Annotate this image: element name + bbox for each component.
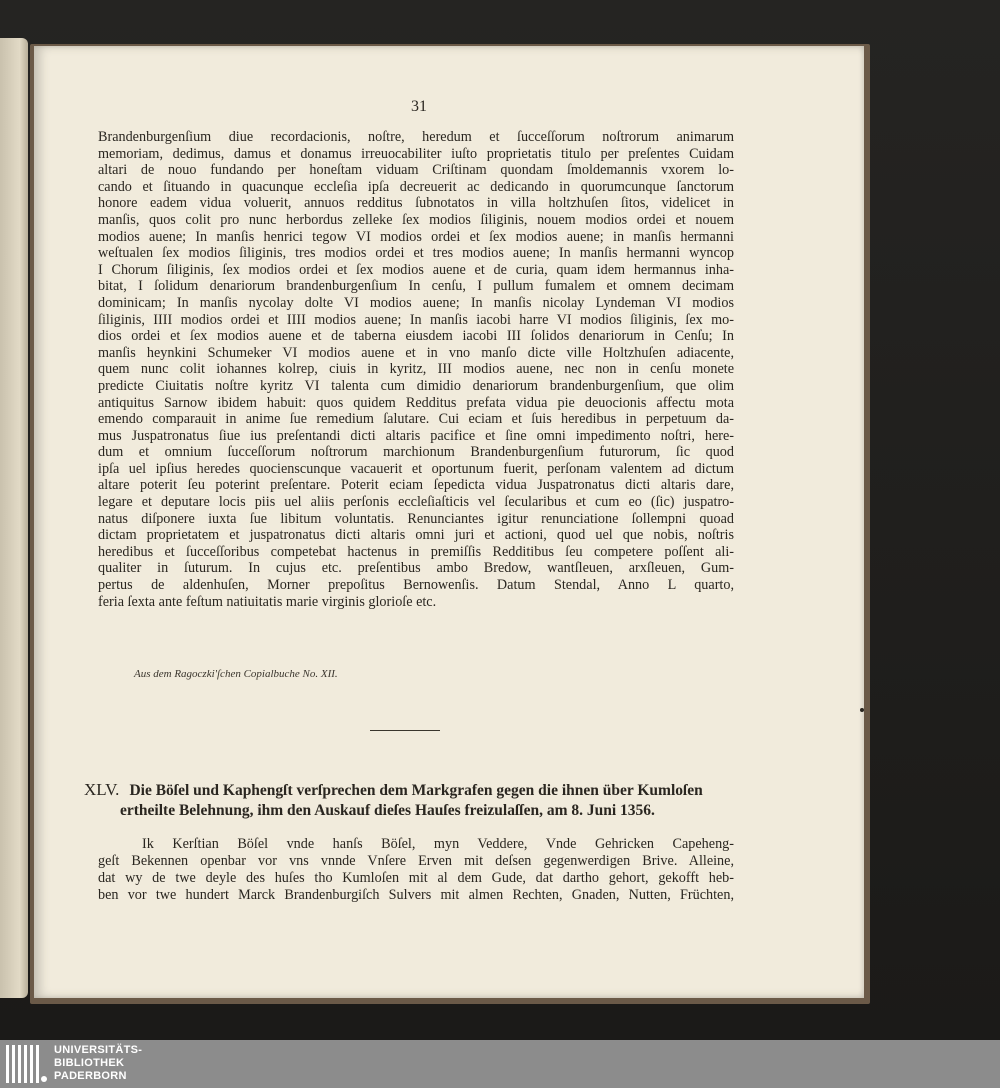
library-name — [54, 1044, 142, 1083]
text-line: ipſa uel ipſius heredes quocienscunque vacauerit et oportunum fuerit, perſonam valentem ad dictum — [98, 460, 734, 477]
text-line: I Chorum ſiliginis, ſex modios ordei et ſex modios auene et de curia, quam idem hermannus inha- — [98, 261, 734, 278]
page-number: 31 — [411, 98, 427, 115]
facing-page-edge — [0, 38, 28, 998]
section-text-line: Ik Kerſtian Böſel vnde hanſs Böſel, myn Veddere, Vnde Gehricken Capeheng- — [142, 836, 734, 852]
section-heading — [84, 780, 734, 821]
text-line: mus Juspatronatus ſiue ius preſentandi dicti altaris pacifice et ſine omni impedimento noſtri, here- — [98, 427, 734, 444]
text-line: dictam proprietatem et juspatronatus dicti altaris omni juri et actioni, quod uel que nobis, noſtris — [98, 527, 734, 544]
library-footer — [0, 1040, 1000, 1088]
text-line: dios ordei et ſex modios auene et de taberna eiusdem iacobi III ſolidos denariorum in Cenſu; In — [98, 328, 734, 345]
text-line: qualiter in ſuturum. In cujus etc. preſentibus ambo Bredow, wantſleuen, arxſleuen, Gum- — [98, 560, 734, 577]
text-line: ſiliginis, IIII modios ordei et IIII modios auene; In manſis iacobi harre VI modios ſiliginis, ſex mo- — [98, 311, 734, 328]
text-line: dominicam; In manſis nycolay dolte VI modios auene; In manſis nicolay Lyndeman VI modios — [98, 294, 734, 311]
text-line: weſtualen ſex modios ſiliginis, tres modios ordei et tres modios auene; In manſis hermanni wyncop — [98, 245, 734, 262]
library-name-line1: UNIVERSITÄTS- — [54, 1044, 143, 1056]
text-line: memoriam, dedimus, damus et donamus irreuocabiliter iuſto proprietatis titulo per preſentes Cuidam — [98, 145, 734, 162]
text-line: bitat, I ſolidum denariorum brandenburgenſium In cenſu, I pullum fumalem et omnem decimam — [98, 278, 734, 295]
library-name-line2: BIBLIOTHEK — [54, 1057, 125, 1069]
section-text-line: geſt Bekennen openbar vor vns vnnde Vnſere Erven mit deſsen gegenwerdigen Brive. Alleine, — [98, 853, 734, 869]
section-text-line: dat wy de twe deyle des huſes tho Kumloſen mit al dem Gude, dat dartho gehort, gekofft heb- — [98, 870, 734, 886]
text-line: altare poterit ſeu poterint preſentare. Poterit eciam ſepedicta vidua Juspatronatus dicti altaris dare, — [98, 477, 734, 494]
section-heading-line1: Die Böſel und Kaphengſt verſprechen dem Markgrafen gegen die ihnen über Kumloſen — [129, 782, 703, 799]
text-line: dum et omnium ſucceſſorum noſtrorum marchionum Brandenburgenſium futurorum, ſic quod — [98, 444, 734, 461]
section-heading-line2: ertheilte Belehnung, ihm den Auskauf dieſes Hauſes freizulaſſen, am 8. Juni 1356. — [120, 802, 655, 819]
margin-dot — [860, 708, 864, 712]
text-line: manſis heynkini Schumeker VI modios auene et in vno manſo dicte ville Holtzhuſen adiacente, — [98, 344, 734, 361]
text-line: quem nunc colit iohannes kolrep, ciuis in kyritz, III modios auene, nec non in cenſu monete — [98, 361, 734, 378]
text-line: heredibus et ſucceſſoribus competebat hactenus in premiſſis Redditibus ſeu competere poſſent ali- — [98, 543, 734, 560]
text-line: modios auene; In manſis henrici tegow VI modios ordei et ſex modios auene; in manſis hermanni — [98, 228, 734, 245]
text-line: manſis, quos colit pro nunc herbordus zelleke ſex modios ſiliginis, nouem modios ordei et nouem — [98, 211, 734, 228]
text-line: honore eadem vidua voluerit, annuos redditus ſubnotatos in villa holtzhuſen ſitos, videlicet in — [98, 195, 734, 212]
book-page — [34, 46, 864, 998]
section-separator — [370, 730, 440, 731]
section-text-line: ben vor twe hundert Marck Brandenburgiſch Sulvers mit almen Rechten, Gnaden, Nutten, Früchten, — [98, 887, 734, 903]
text-line: predicte Ciuitatis noſtre kyritz VI talenta cum dimidio denariorum brandenburgenſium, que olim — [98, 377, 734, 394]
text-line: cando et ſituando in quacunque eccleſia ipſa decreuerit ac dedicando in quorumcunque ſanctorum — [98, 178, 734, 195]
text-line: feria ſexta ante feſtum natiuitatis marie virginis glorioſe etc. — [98, 593, 437, 610]
section-text — [98, 836, 734, 904]
text-line: Brandenburgenſium diue recordacionis, noſtre, heredum et ſucceſſorum noſtrorum animarum — [98, 129, 734, 145]
section-number: XLV. — [84, 780, 120, 799]
source-note: Aus dem Ragoczki'ſchen Copialbuche No. XII. — [134, 668, 338, 680]
text-line: natus diſponere iuxta ſue libitum voluntatis. Renunciantes igitur renunciatione ſollempni quoad — [98, 510, 734, 527]
text-line: legare et deputare locis piis uel aliis perſonis eccleſiaſticis vel ſecularibus et cum eo (ſic) juspatro- — [98, 494, 734, 511]
library-logo-icon — [6, 1043, 48, 1085]
text-line: emendo comparauit in anime ſue remedium ſalutare. Cui eciam et ſuis heredibus in perpetuum da- — [98, 411, 734, 428]
text-line: altari de nouo fundando per honeſtam viduam Criſtinam quondam ſmoldemannis vxorem lo- — [98, 162, 734, 179]
text-line: pertus de aldenhuſen, Morner prepoſitus Bernowenſis. Datum Stendal, Anno L quarto, — [98, 577, 734, 594]
charter-text — [98, 129, 734, 610]
library-name-line3: PADERBORN — [54, 1070, 127, 1082]
text-line: antiquitus Sarnow ibidem habuit: quos quidem Redditus prefata vidua pie deuocionis affectu mota — [98, 394, 734, 411]
